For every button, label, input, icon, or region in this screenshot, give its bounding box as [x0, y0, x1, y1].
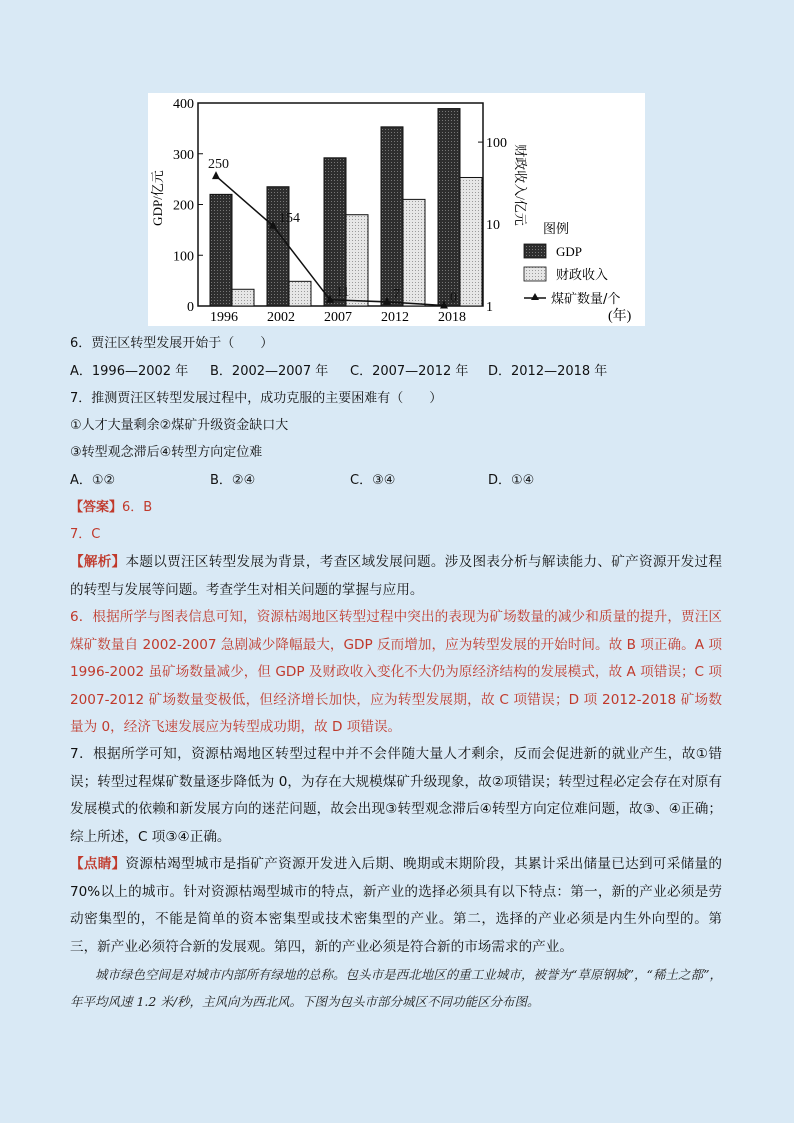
analysis-question-6: 6．根据所学与图表信息可知，资源枯竭地区转型过程中突出的表现为矿场数量的减少和质量的提升，贾汪区煤矿数量自 2002-2007 急剧减少降幅最大，GDP 反而增加，应为转型发展的开始时间。故 B 项正确。A 项 1996-2002 虽矿场数量减少，但 GDP 及财政收入变化不大仍为原经济结构的发展模式，故 A 项错误；C 项 2007-2012 矿场数量变极低，但经济增长加快，应为转型发展期，故 C 项错误；D 项 2012-2018 矿场数量为 0，经济飞速发展应为转型成功期，故 D 项错误。: [70, 609, 722, 735]
y-tick-label: 400: [173, 97, 194, 112]
analysis-question-7: 7．根据所学可知，资源枯竭地区转型过程中并不会伴随大量人才剩余，反而会促进新的就业产生，故①错误；转型过程煤矿数量逐步降低为 0，为存在大规模煤矿升级现象，故②项错误；转型过程必定会存在对原有发展模式的依赖和新发展方向的迷茫问题，故会出现③转型观念滞后④转型方向定位难问题，故③、④正确；综上所述，C 项③④正确。: [70, 746, 722, 845]
q6-option-b[interactable]: B．2002—2007 年: [210, 364, 329, 379]
q7-option-c[interactable]: C．③④: [350, 473, 396, 488]
q7-option-b[interactable]: B．②④: [210, 473, 256, 488]
y-tick-label: 200: [173, 198, 194, 214]
question-7-line-1: ①人才大量剩余②煤矿升级资金缺口大: [70, 418, 289, 433]
question-7-line-2: ③转型观念滞后④转型方向定位难: [70, 445, 263, 460]
coalmine-data-label: 0: [450, 290, 457, 306]
x-axis-ticks: [210, 310, 466, 325]
legend: [524, 222, 620, 307]
y2-axis-label: 财政收入/亿元: [513, 144, 528, 226]
coalmine-data-label: 250: [208, 157, 229, 173]
x-tick-label: 2012: [381, 310, 409, 325]
legend-title: 图例: [543, 222, 570, 237]
legend-label-coalmine: 煤矿数量/个: [551, 292, 621, 307]
q7-option-d[interactable]: D．①④: [488, 473, 535, 488]
q7-option-a[interactable]: A．①②: [70, 473, 116, 488]
coalmine-data-label: 154: [279, 210, 300, 226]
legend-triangle-marker: [531, 293, 539, 300]
answer-6: 6．B: [122, 500, 153, 515]
y2-tick-label: 10: [486, 218, 500, 234]
tips-paragraph: [70, 851, 722, 961]
coalmine-data-label: 7: [393, 286, 400, 302]
gdp-bar: [210, 194, 232, 306]
tips-tag: 【点睛】: [70, 856, 126, 872]
q6-option-c[interactable]: C．2007—2012 年: [350, 364, 469, 379]
analysis-tag: 【解析】: [70, 554, 126, 570]
legend-label-gdp: GDP: [556, 244, 583, 259]
gdp-bar: [324, 158, 346, 306]
answer-7: 7．C: [70, 527, 101, 542]
x-tick-label: 1996: [210, 310, 238, 325]
analysis-intro-text: 本题以贾汪区转型发展为背景，考查区域发展问题。涉及图表分析与解读能力、矿产资源开发过程的转型与发展等问题。考查学生对相关问题的掌握与应用。: [70, 554, 722, 598]
question-7-stem: 7．推测贾汪区转型发展过程中，成功克服的主要困难有（ ）: [70, 391, 443, 406]
answer-tag: 【答案】: [70, 500, 123, 515]
coalmine-data-label: 11: [336, 284, 350, 300]
legend-swatch-revenue: [524, 267, 546, 281]
q6-option-a[interactable]: A．1996—2002 年: [70, 364, 189, 379]
tips-text: 资源枯竭型城市是指矿产资源开发进入后期、晚期或末期阶段，其累计采出储量已达到可采储量的 70%以上的城市。针对资源枯竭型城市的特点，新产业的选择必须具有以下特点：第一，新的产业必须是劳动密集型的，不能是简单的资本密集型或技术密集型的产业。第二，选择的产业必须是内生外向型的。第三，新产业必须符合新的发展观。第四，新的产业必须是符合新的市场需求的产业。: [70, 856, 722, 955]
revenue-bar: [403, 199, 425, 306]
legend-label-revenue: 财政收入: [556, 268, 609, 283]
question-6-stem: 6．贾汪区转型发展开始于（ ）: [70, 336, 274, 351]
q6-option-d[interactable]: D．2012—2018 年: [488, 364, 608, 379]
gdp-revenue-coalmine-chart: [148, 93, 645, 326]
y2-tick-label: 100: [486, 136, 507, 152]
legend-swatch-gdp: [524, 244, 546, 258]
y-axis-label: GDP/亿元: [150, 170, 165, 226]
answer-line-1: [70, 494, 750, 522]
analysis-intro: [70, 549, 722, 604]
revenue-bar: [232, 289, 254, 306]
gdp-bar: [267, 187, 289, 306]
revenue-bar: [460, 177, 482, 306]
x-tick-label: 2018: [438, 310, 466, 325]
y-tick-label: 300: [173, 147, 194, 163]
revenue-bar: [289, 281, 311, 306]
y-tick-label: 100: [173, 249, 194, 265]
x-tick-label: 2007: [324, 310, 352, 325]
gdp-bar: [381, 127, 403, 306]
question-6-options: [70, 358, 750, 386]
x-tick-label: 2002: [267, 310, 295, 325]
question-7-options: [70, 467, 750, 495]
y-tick-label: 0: [187, 300, 194, 315]
coalmine-marker: [212, 171, 220, 179]
gdp-bar: [438, 109, 460, 306]
next-question-intro: 城市绿色空间是对城市内部所有绿地的总称。包头市是西北地区的重工业城市，被誉为“草原钢城”，“稀土之都”，年平均风速 1.2 米/秒，主风向为西北风。下图为包头市部分城区不同功能区分布图。: [70, 967, 722, 1009]
x-axis-suffix: (年): [608, 309, 632, 324]
y2-tick-label: 1: [486, 300, 493, 315]
